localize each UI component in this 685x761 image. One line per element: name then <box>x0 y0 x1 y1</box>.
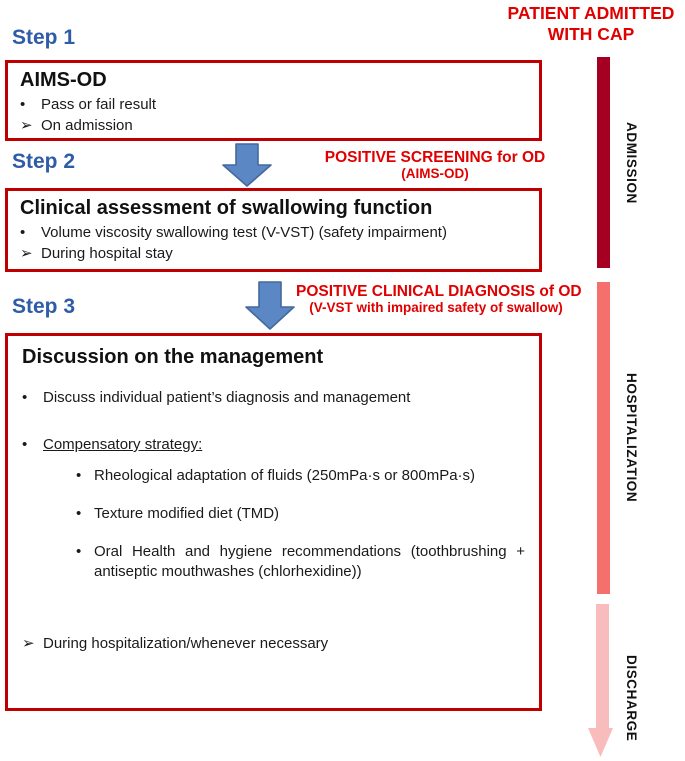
disc-bullet-glyph: • <box>76 505 82 522</box>
down-arrow-icon <box>221 143 273 187</box>
annotation-line2: (AIMS-OD) <box>401 166 469 181</box>
positive-screening-annotation <box>318 149 552 182</box>
discharge-label: DISCHARGE <box>624 654 639 742</box>
patient-header-line1: PATIENT ADMITTED <box>507 3 675 23</box>
disc-bullet-glyph: • <box>22 436 28 453</box>
bullet-item: • Volume viscosity swallowing test (V-VST) (safety impairment) <box>20 224 447 241</box>
disc-bullet-glyph: • <box>76 543 82 560</box>
clinical-assessment-box <box>5 188 542 272</box>
management-box <box>5 333 542 711</box>
bullet-item: ➢ During hospitalization/whenever necessary <box>22 635 329 652</box>
bullet-item: • Pass or fail result <box>20 96 157 113</box>
step-3-label: Step 3 <box>12 295 76 318</box>
disc-bullet-glyph: • <box>76 467 82 484</box>
disc-bullet-glyph: • <box>22 389 28 406</box>
arrowhead-bullet-glyph: ➢ <box>22 635 35 652</box>
bullet-item: • Compensatory strategy: <box>22 436 203 453</box>
admission-bar <box>597 57 610 268</box>
annotation-line2: (V-VST with impaired safety of swallow) <box>309 300 563 315</box>
bullet-item: • Discuss individual patient’s diagnosis and management <box>22 389 411 406</box>
hospitalization-label: HOSPITALIZATION <box>624 373 639 503</box>
sub-bullet-item: • Texture modified diet (TMD) <box>76 505 280 522</box>
box-title: AIMS-OD <box>20 69 107 91</box>
bullet-item: ➢ During hospital stay <box>20 245 173 262</box>
discharge-arrow-icon <box>587 604 614 758</box>
bullet-item: ➢ On admission <box>20 117 133 134</box>
step-2-label: Step 2 <box>12 150 76 173</box>
step-1-label: Step 1 <box>12 26 76 49</box>
hospitalization-bar <box>597 282 610 594</box>
down-arrow-icon <box>244 281 296 330</box>
arrowhead-bullet-glyph: ➢ <box>20 117 33 134</box>
aims-od-box <box>5 60 542 141</box>
box-title: Clinical assessment of swallowing function <box>20 197 433 219</box>
disc-bullet-glyph: • <box>20 224 26 241</box>
sub-bullet-item: • Rheological adaptation of fluids (250mPa·s or 800mPa·s) <box>76 467 476 484</box>
box-title: Discussion on the management <box>22 346 324 368</box>
annotation-line1: POSITIVE CLINICAL DIAGNOSIS of OD <box>296 283 582 300</box>
arrowhead-bullet-glyph: ➢ <box>20 245 33 262</box>
patient-header-line2: WITH CAP <box>547 24 635 44</box>
sub-bullet-item: • Oral Health and hygiene recommendations (toothbrushing + antiseptic mouthwashes (chlorhexidine)) <box>76 543 525 580</box>
annotation-line1: POSITIVE SCREENING for OD <box>324 149 546 166</box>
disc-bullet-glyph: • <box>20 96 26 113</box>
positive-diagnosis-annotation <box>296 283 582 316</box>
patient-admitted-header <box>497 3 685 45</box>
admission-label: ADMISSION <box>624 121 639 204</box>
